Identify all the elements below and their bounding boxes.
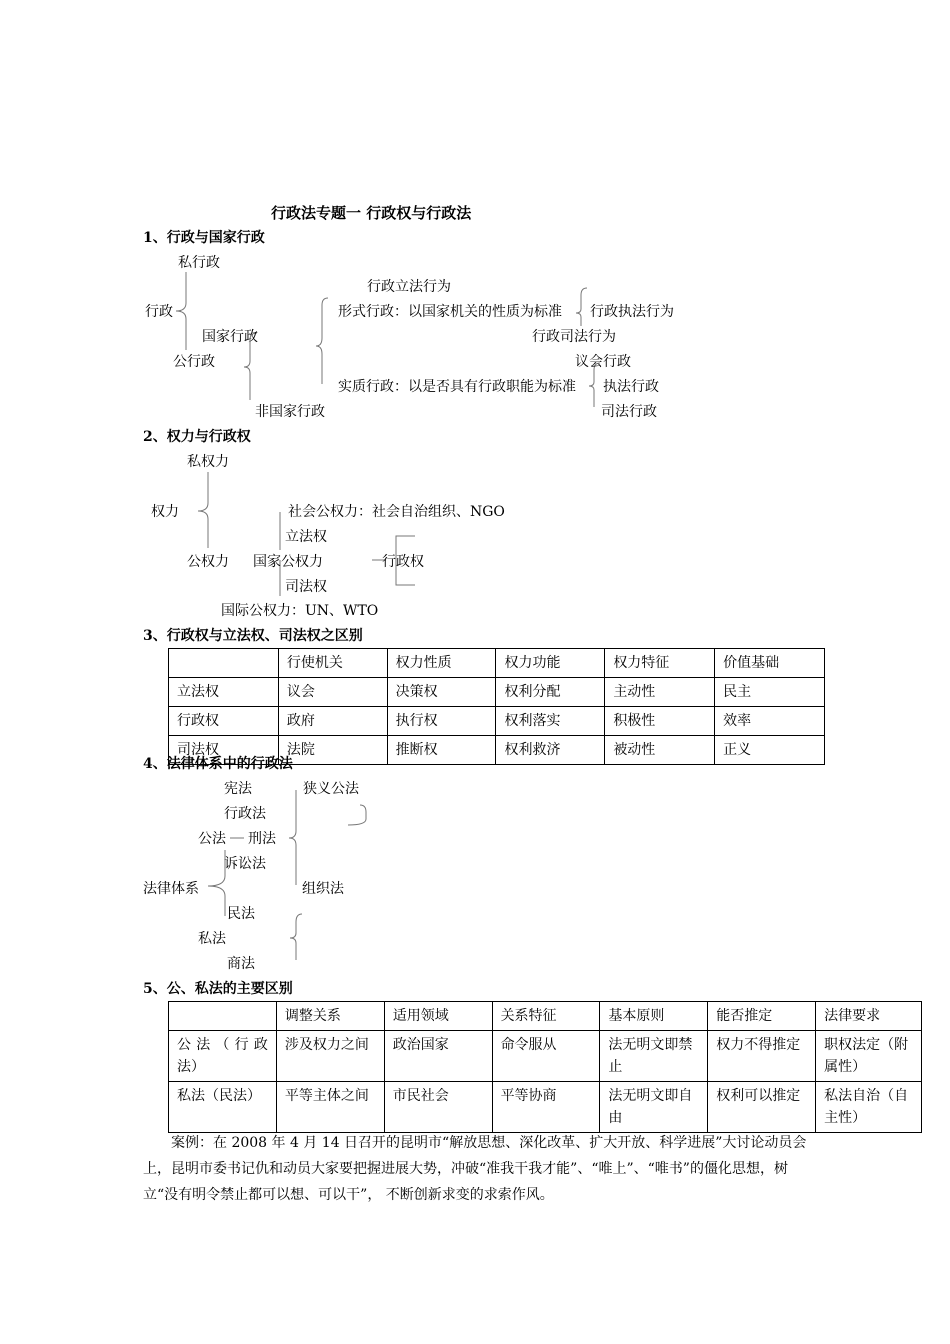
admin-legislation-label: 行政立法行为: [367, 279, 451, 295]
executive-power-label: 行政权: [382, 554, 424, 570]
table-cell: 政府: [278, 707, 387, 736]
civil-law-label: 民法: [227, 906, 255, 922]
table-cell: 市民社会: [384, 1082, 492, 1133]
admin-law-label: 行政法: [224, 806, 266, 822]
table-cell: 行政权: [169, 707, 279, 736]
table-cell: 司法权: [169, 736, 279, 765]
table-row: [169, 1082, 922, 1133]
table-cell: 平等主体之间: [276, 1082, 384, 1133]
table-cell: 执行权: [387, 707, 496, 736]
intl-public-power-label: 国际公权力：UN、WTO: [221, 603, 379, 619]
table-cell: 法无明文即自由: [600, 1082, 708, 1133]
table-row: [169, 707, 825, 736]
admin-label: 行政: [145, 304, 173, 320]
public-law-label: 公法: [198, 831, 226, 847]
table-header-cell: [169, 1002, 277, 1031]
organization-law-label: 组织法: [302, 881, 344, 897]
case-paragraph: 案例：在 2008 年 4 月 14 日召开的昆明市“解放思想、深化改革、扩大开放、科学进展”大讨论动员会上，昆明市委书记仇和动员大家要把握进展大势，冲破“准我干我才能”、“唯上”、“唯书”的僵化思想，树立“没有明令禁止都可以想、可以干”， 不断创新求变的求索作风。: [143, 1135, 807, 1203]
table-cell: 法无明文即禁止: [600, 1031, 708, 1082]
procedure-law-label: 诉讼法: [224, 856, 266, 872]
power-label: 权力: [151, 504, 179, 520]
social-public-power-label: 社会公权力：社会自治组织、NGO: [288, 504, 505, 520]
table-cell: 立法权: [169, 678, 279, 707]
table-cell: 涉及权力之间: [276, 1031, 384, 1082]
table-cell: 推断权: [387, 736, 496, 765]
table-row: [169, 1031, 922, 1082]
table-header-row: [169, 1002, 922, 1031]
table-cell: 权利落实: [496, 707, 605, 736]
table-header-cell: 适用领域: [384, 1002, 492, 1031]
table-cell: 主动性: [605, 678, 715, 707]
state-admin-label: 国家行政: [202, 329, 258, 345]
table-cell: 公法（行政法）: [169, 1031, 277, 1082]
table-cell: 平等协商: [492, 1082, 600, 1133]
legal-system-label: 法律体系: [143, 881, 199, 897]
section-2-heading: 2、权力与行政权: [143, 429, 251, 445]
table-header-row: [169, 649, 825, 678]
table-header-cell: 关系特征: [492, 1002, 600, 1031]
table-header-cell: 行使机关: [278, 649, 387, 678]
commercial-law-label: 商法: [227, 956, 255, 972]
table-row: [169, 678, 825, 707]
table-cell: 私法自治（自主性）: [816, 1082, 922, 1133]
judicial-power-label: 司法权: [285, 579, 327, 595]
criminal-law-label: 刑法: [248, 831, 276, 847]
page-title: 行政法专题一 行政权与行政法: [271, 204, 472, 222]
judicial-admin-label: 司法行政: [601, 404, 657, 420]
table-cell: 权力不得推定: [708, 1031, 816, 1082]
table-cell: 权利救济: [496, 736, 605, 765]
table-cell: 权利分配: [496, 678, 605, 707]
formal-admin-label: 形式行政：以国家机关的性质为标准: [338, 304, 562, 320]
table-header-cell: 价值基础: [715, 649, 825, 678]
table-header-cell: 基本原则: [600, 1002, 708, 1031]
table-cell: 民主: [715, 678, 825, 707]
narrow-public-law-label: 狭义公法: [303, 781, 359, 797]
private-power-label: 私权力: [187, 454, 229, 470]
parliament-admin-label: 议会行政: [575, 354, 631, 370]
constitution-label: 宪法: [224, 781, 252, 797]
private-admin-label: 私行政: [178, 255, 220, 271]
enforcement-admin-label: 执法行政: [603, 379, 659, 395]
table-header-cell: 权力性质: [387, 649, 496, 678]
table-cell: 议会: [278, 678, 387, 707]
non-state-admin-label: 非国家行政: [255, 404, 325, 420]
table-header-cell: 权力特征: [605, 649, 715, 678]
table-cell: 被动性: [605, 736, 715, 765]
table-cell: 法院: [278, 736, 387, 765]
section-3-heading: 3、行政权与立法权、司法权之区别: [143, 628, 363, 644]
section-1-heading: 1、行政与国家行政: [143, 230, 265, 246]
table-cell: 正义: [715, 736, 825, 765]
table-cell: 决策权: [387, 678, 496, 707]
table-cell: 权利可以推定: [708, 1082, 816, 1133]
admin-judicial-label: 行政司法行为: [532, 329, 616, 345]
table-cell: 政治国家: [384, 1031, 492, 1082]
state-public-power-label: 国家公权力: [253, 554, 323, 570]
admin-enforcement-label: 行政执法行为: [590, 304, 674, 320]
table-cell: 效率: [715, 707, 825, 736]
public-private-law-table: [168, 1001, 922, 1133]
substantive-admin-label: 实质行政：以是否具有行政职能为标准: [338, 379, 576, 395]
table-cell: 积极性: [605, 707, 715, 736]
power-comparison-table: [168, 648, 825, 765]
table-header-cell: 能否推定: [708, 1002, 816, 1031]
table-header-cell: 法律要求: [816, 1002, 922, 1031]
public-admin-label: 公行政: [173, 354, 215, 370]
table-header-cell: 调整关系: [276, 1002, 384, 1031]
table-cell: 命令服从: [492, 1031, 600, 1082]
section-4-heading: 4、法律体系中的行政法: [143, 756, 293, 772]
table-cell: 私法（民法）: [169, 1082, 277, 1133]
public-power-label: 公权力: [187, 554, 229, 570]
table-cell: 职权法定（附属性）: [816, 1031, 922, 1082]
table-header-cell: [169, 649, 279, 678]
private-law-label: 私法: [198, 931, 226, 947]
section-5-heading: 5、公、私法的主要区别: [143, 981, 293, 997]
table-header-cell: 权力功能: [496, 649, 605, 678]
legislative-power-label: 立法权: [285, 529, 327, 545]
